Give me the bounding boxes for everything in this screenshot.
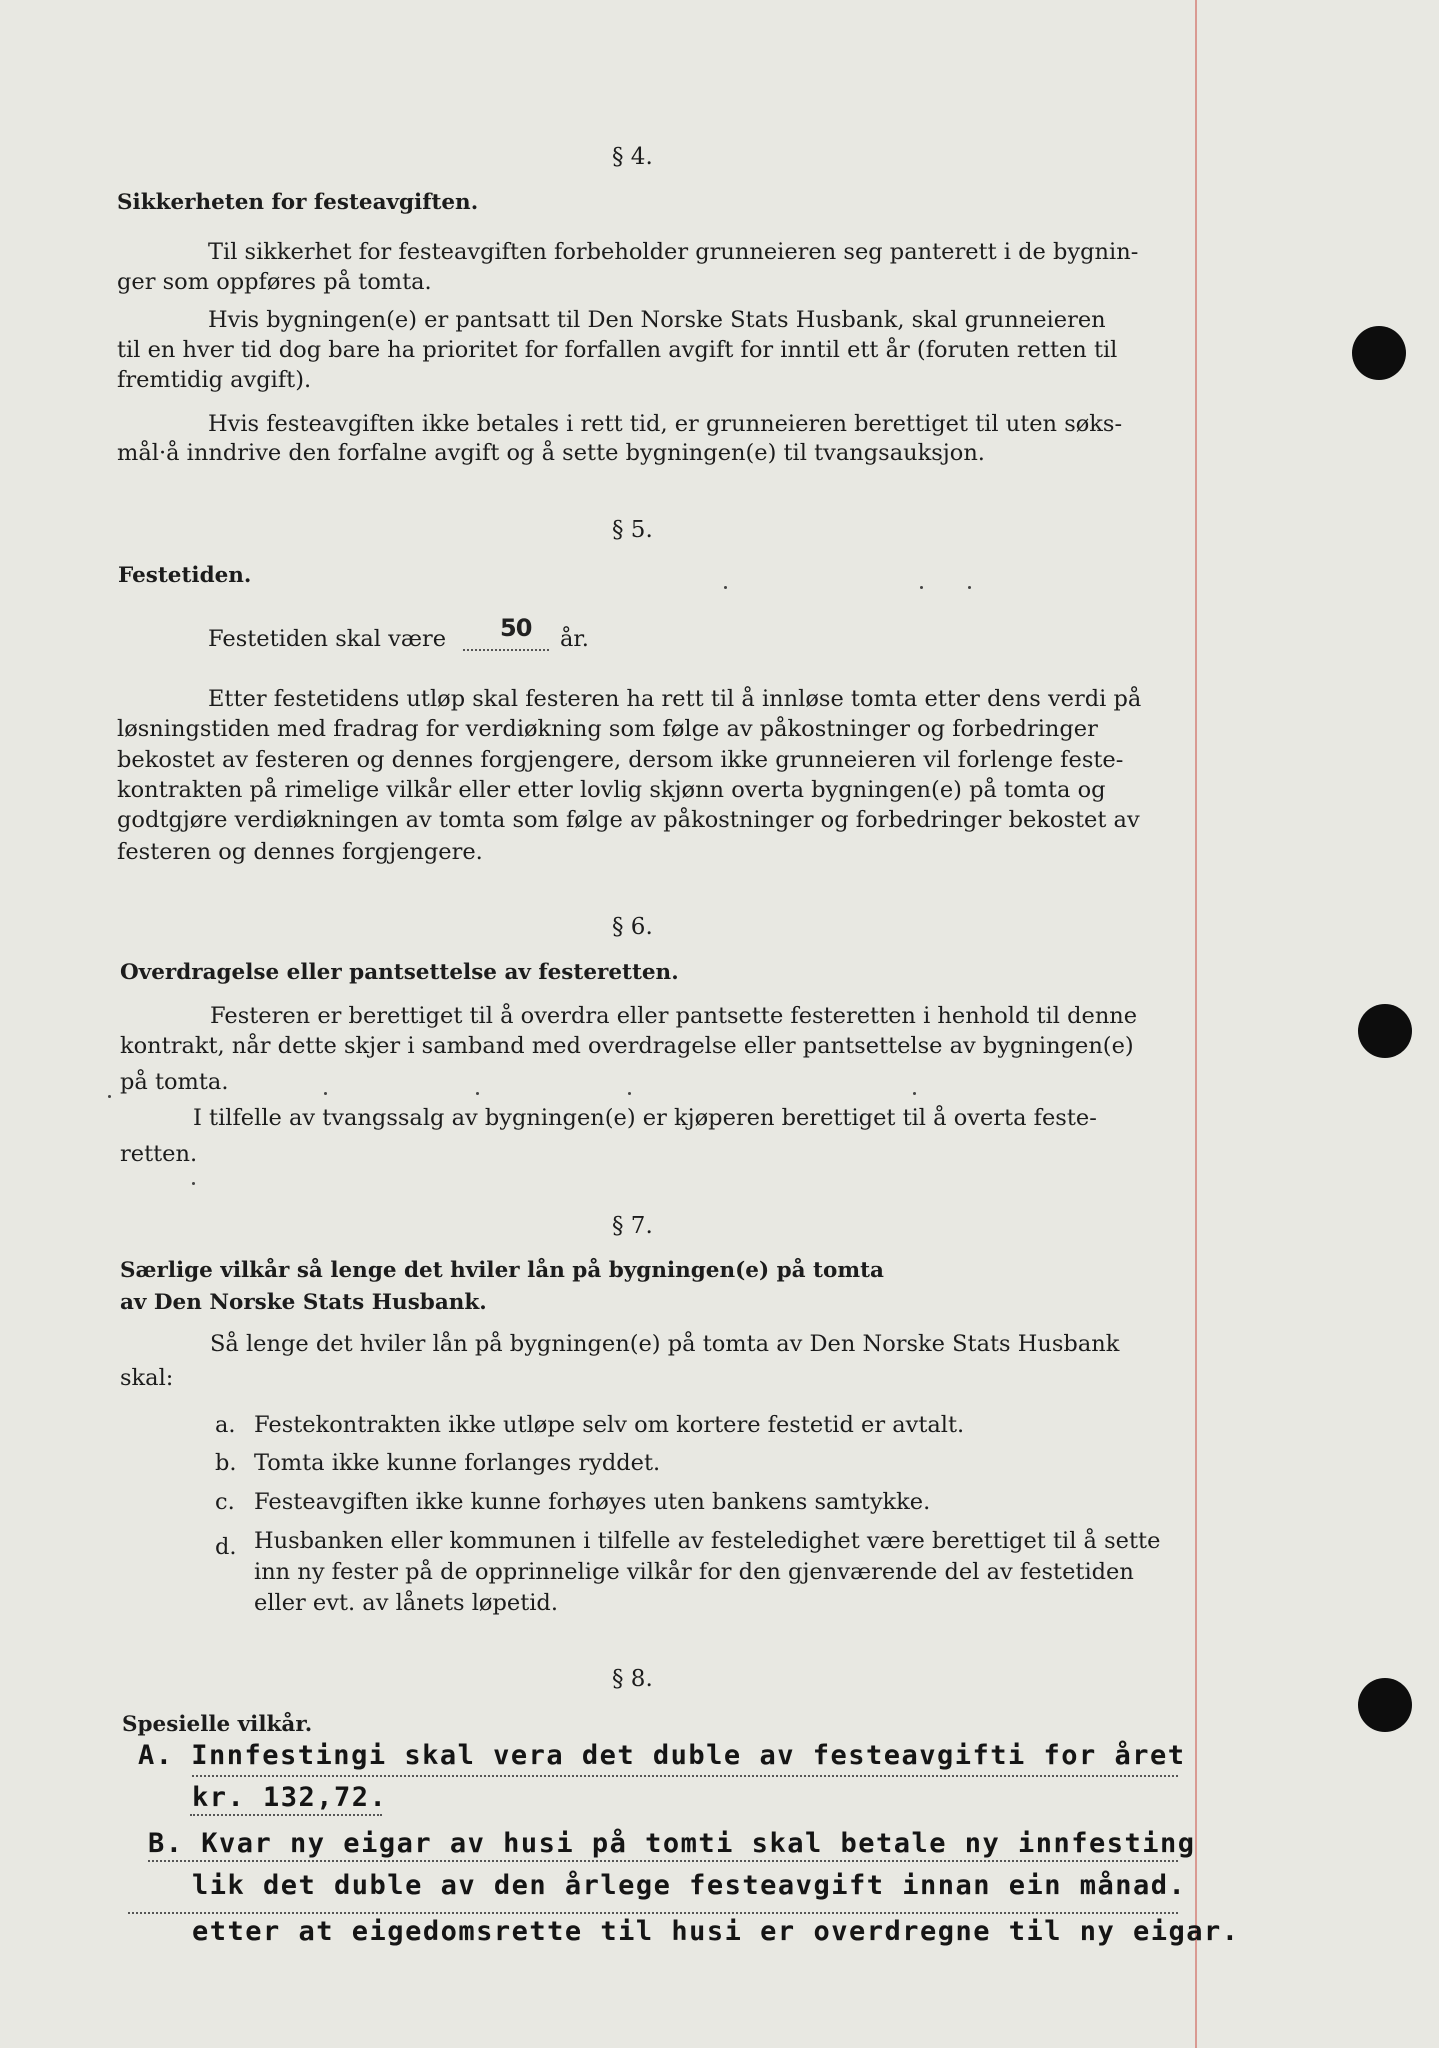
typed-condition-line: lik det duble av den årlege festeavgift innan ein månad. <box>192 1870 1187 1901</box>
list-item-text: Festekontrakten ikke utløpe selv om kortere festetid er avtalt. <box>254 1412 965 1438</box>
section-5-line: festeren og dennes forgjengere. <box>117 839 483 865</box>
paper-speck <box>192 1182 195 1185</box>
typed-condition-line: B. Kvar ny eigar av husi på tomti skal betale ny innfesting <box>148 1828 1196 1859</box>
paper-speck <box>476 1092 479 1095</box>
section-5-line: kontrakten på rimelige vilkår eller etter lovlig skjønn overta bygningen(e) på tomta og <box>117 777 1106 803</box>
paper-speck <box>108 1095 111 1098</box>
section-4-line: Til sikkerhet for festeavgiften forbeholder grunneieren seg panterett i de bygnin- <box>208 239 1139 265</box>
section-5-line: bekostet av festeren og dennes forgjengere, dersom ikke grunneieren vil forlenge feste- <box>117 747 1124 773</box>
list-item-letter: c. <box>215 1489 235 1515</box>
section-7-intro: Så lenge det hviler lån på bygningen(e) på tomta av Den Norske Stats Husbank <box>210 1331 1120 1357</box>
festetid-fill-line <box>463 649 549 651</box>
section-4-line: til en hver tid dog bare ha prioritet for forfallen avgift for inntil ett år (foruten retten til <box>117 337 1118 363</box>
festetid-unit: år. <box>560 626 589 652</box>
paper-speck <box>724 586 727 589</box>
section-7-intro: skal: <box>120 1365 174 1391</box>
list-item-text: Husbanken eller kommunen i tilfelle av festeledighet være berettiget til å sette <box>254 1528 1161 1554</box>
list-item-letter: d. <box>215 1534 237 1560</box>
section-5-line: godtgjøre verdiøkningen av tomta som følge av påkostninger og forbedringer bekostet av <box>117 807 1140 833</box>
paper-speck <box>968 586 971 589</box>
section-8-number: § 8. <box>612 1666 653 1692</box>
paper-speck <box>628 1092 631 1095</box>
section-4-line: Hvis festeavgiften ikke betales i rett tid, er grunneieren berettiget til uten søks- <box>208 411 1123 437</box>
section-6-heading: Overdragelse eller pantsettelse av festeretten. <box>120 960 679 985</box>
list-item-text: Festeavgiften ikke kunne forhøyes uten bankens samtykke. <box>254 1489 931 1515</box>
section-6-line: kontrakt, når dette skjer i samband med overdragelse eller pantsettelse av bygningen(e) <box>120 1033 1134 1059</box>
section-7-number: § 7. <box>612 1213 653 1239</box>
typed-condition-line: A. Innfestingi skal vera det duble av festeavgifti for året <box>138 1740 1186 1771</box>
section-4-number: § 4. <box>612 144 653 170</box>
section-4-line: Hvis bygningen(e) er pantsatt til Den Norske Stats Husbank, skal grunneieren <box>208 307 1106 333</box>
section-4-line: ger som oppføres på tomta. <box>117 269 432 295</box>
fill-line <box>192 1775 1178 1777</box>
section-8-heading: Spesielle vilkår. <box>122 1712 313 1737</box>
festetid-label: Festetiden skal være <box>208 626 447 652</box>
section-7-heading: Særlige vilkår så lenge det hviler lån på bygningen(e) på tomta <box>120 1258 884 1283</box>
paper-speck <box>913 1092 916 1095</box>
section-5-line: løsningstiden med fradrag for verdiøkning som følge av påkostninger og forbedringer <box>117 716 1098 742</box>
list-item-letter: a. <box>215 1412 236 1438</box>
list-item-text: Tomta ikke kunne forlanges ryddet. <box>254 1450 661 1476</box>
section-5-number: § 5. <box>612 517 653 543</box>
section-4-line: mål·å inndrive den forfalne avgift og å sette bygningen(e) til tvangsauksjon. <box>117 440 985 466</box>
punch-hole <box>1358 1004 1412 1058</box>
punch-hole <box>1352 326 1406 380</box>
section-6-line: I tilfelle av tvangssalg av bygningen(e) er kjøperen berettiget til å overta feste- <box>193 1105 1097 1131</box>
fill-line <box>190 1814 382 1816</box>
section-6-number: § 6. <box>612 914 653 940</box>
punch-hole <box>1358 1678 1412 1732</box>
list-item-text: eller evt. av lånets løpetid. <box>254 1590 558 1616</box>
margin-line <box>1195 0 1197 2048</box>
section-4-line: fremtidig avgift). <box>117 367 312 393</box>
section-5-line: Etter festetidens utløp skal festeren ha rett til å innløse tomta etter dens verdi på <box>208 686 1142 712</box>
section-7-heading: av Den Norske Stats Husbank. <box>120 1290 487 1315</box>
list-item-text: inn ny fester på de opprinnelige vilkår for den gjenværende del av festetiden <box>254 1559 1134 1585</box>
section-6-line: Festeren er berettiget til å overdra eller pantsette festeretten i henhold til denne <box>210 1003 1138 1029</box>
section-6-line: på tomta. <box>120 1069 229 1095</box>
paper-speck <box>324 1092 327 1095</box>
section-6-line: retten. <box>120 1141 198 1167</box>
festetid-value: 50 <box>500 614 532 642</box>
paper-speck <box>920 586 923 589</box>
section-5-heading: Festetiden. <box>118 563 252 588</box>
section-4-heading: Sikkerheten for festeavgiften. <box>117 190 479 215</box>
fill-line <box>148 1860 1178 1862</box>
list-item-letter: b. <box>215 1450 237 1476</box>
typed-condition-line: kr. 132,72. <box>192 1782 388 1813</box>
typed-condition-line: etter at eigedomsrette til husi er overdregne til ny eigar. <box>192 1916 1240 1947</box>
fill-line <box>128 1912 1178 1914</box>
